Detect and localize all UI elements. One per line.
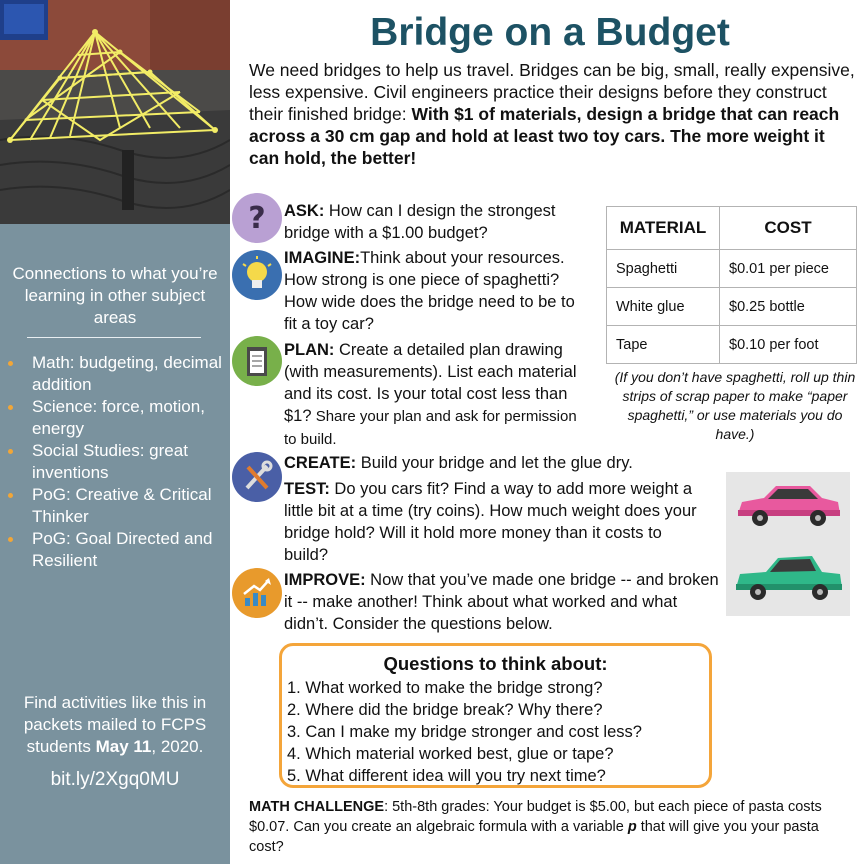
list-item: Social Studies: great inventions xyxy=(8,440,226,484)
question-icon xyxy=(232,193,282,243)
table-note: (If you don’t have spaghetti, roll up thin strips of scrap paper to make “paper spaghetti,” or use materials you do have.) xyxy=(614,369,856,442)
material-cell: Spaghetti xyxy=(607,250,720,288)
find-text: Find activities like this in packets mailed to FCPS students xyxy=(23,693,207,756)
math-challenge xyxy=(249,797,853,857)
step-label: PLAN: xyxy=(284,341,335,359)
clipboard-icon xyxy=(232,336,282,386)
column-header: COST xyxy=(720,207,857,250)
step-text: Think about your resources. How strong is one piece of spaghetti? How wide does the bridge need to be to fit a toy car? xyxy=(284,249,575,333)
intro-challenge: With $1 of materials, design a bridge that can reach across a 30 cm gap and hold at least two toy cars. The more weight it can hold, the better! xyxy=(249,104,840,168)
list-item: PoG: Goal Directed and Resilient xyxy=(8,528,226,572)
ask-step xyxy=(284,200,604,244)
page-title: Bridge on a Budget xyxy=(370,11,730,54)
cost-table xyxy=(606,206,857,364)
intro-text: We need bridges to help us travel. Bridges can be big, small, really expensive, less expensive. Civil engineers practice their designs before they construct their finished bridge: xyxy=(249,60,855,124)
questions-box xyxy=(279,643,712,788)
cost-cell: $0.10 per foot xyxy=(720,326,857,364)
find-date: May 11 xyxy=(95,737,152,756)
growth-chart-icon xyxy=(232,568,282,618)
cost-cell: $0.25 bottle xyxy=(720,288,857,326)
list-item: 5. What different idea will you try next time? xyxy=(287,767,606,785)
math-challenge-label: MATH CHALLENGE xyxy=(249,799,385,815)
pink-car-image xyxy=(726,472,850,542)
cost-cell: $0.01 per piece xyxy=(720,250,857,288)
variable-p: p xyxy=(627,819,637,835)
step-label: IMPROVE: xyxy=(284,571,366,589)
imagine-step xyxy=(284,247,584,335)
test-step xyxy=(284,478,704,566)
divider xyxy=(27,337,201,338)
step-label: CREATE: xyxy=(284,454,357,472)
step-text: Do you cars fit? Find a way to add more weight a little bit at a time (try coins). How much weight does your bridge hold? Will it hold more money than it costs to build? xyxy=(284,480,697,564)
list-item: 2. Where did the bridge break? Why there? xyxy=(287,701,603,719)
questions-title: Questions to think about: xyxy=(383,653,608,674)
intro-paragraph xyxy=(249,59,857,169)
column-header: MATERIAL xyxy=(607,207,720,250)
connections-heading: Connections to what you’re learning in other subject areas xyxy=(12,264,218,327)
connections-list xyxy=(8,352,226,572)
find-activities-text xyxy=(6,692,224,758)
list-item: 4. Which material worked best, glue or tape? xyxy=(287,745,614,763)
table-row xyxy=(607,250,857,288)
sidebar xyxy=(0,0,230,864)
step-text: Now that you’ve made one bridge -- and broken it -- make another! Think about what worked and what didn’t. Consider the questions below. xyxy=(284,571,719,633)
material-cell: White glue xyxy=(607,288,720,326)
step-label: ASK: xyxy=(284,202,325,220)
step-text-small: Share your plan and ask for permission to build. xyxy=(284,408,577,448)
questions-list xyxy=(287,677,642,787)
improve-step xyxy=(284,569,724,635)
list-item: 1. What worked to make the bridge strong? xyxy=(287,679,603,697)
step-text: Build your bridge and let the glue dry. xyxy=(356,454,633,472)
activities-link[interactable]: bit.ly/2Xgq0MU xyxy=(50,769,180,790)
material-cell: Tape xyxy=(607,326,720,364)
lightbulb-icon xyxy=(232,250,282,300)
bridge-photo xyxy=(0,0,230,224)
table-row xyxy=(607,288,857,326)
plan-step xyxy=(284,339,584,451)
math-challenge-text-end: that will give you your pasta cost? xyxy=(249,819,819,855)
tools-icon xyxy=(232,452,282,502)
find-year: , 2020. xyxy=(151,737,204,756)
list-item: Math: budgeting, decimal addition xyxy=(8,352,226,396)
list-item: PoG: Creative & Critical Thinker xyxy=(8,484,226,528)
list-item: Science: force, motion, energy xyxy=(8,396,226,440)
step-text: How can I design the strongest bridge with a $1.00 budget? xyxy=(284,202,556,242)
table-header-row xyxy=(607,207,857,250)
step-text: Create a detailed plan drawing (with measurements). List each material and its cost. Is your total cost less than $1? xyxy=(284,341,577,425)
table-row xyxy=(607,326,857,364)
create-step xyxy=(284,452,714,474)
green-car-image xyxy=(726,542,850,616)
math-challenge-text: : 5th-8th grades: Your budget is $5.00, but each piece of pasta costs $0.07. Can you create an algebraic formula with a variable xyxy=(249,799,822,835)
svg-text:?: ? xyxy=(248,201,266,236)
list-item: 3. Can I make my bridge stronger and cost less? xyxy=(287,723,642,741)
step-label: TEST: xyxy=(284,480,330,498)
step-label: IMAGINE: xyxy=(284,249,361,267)
